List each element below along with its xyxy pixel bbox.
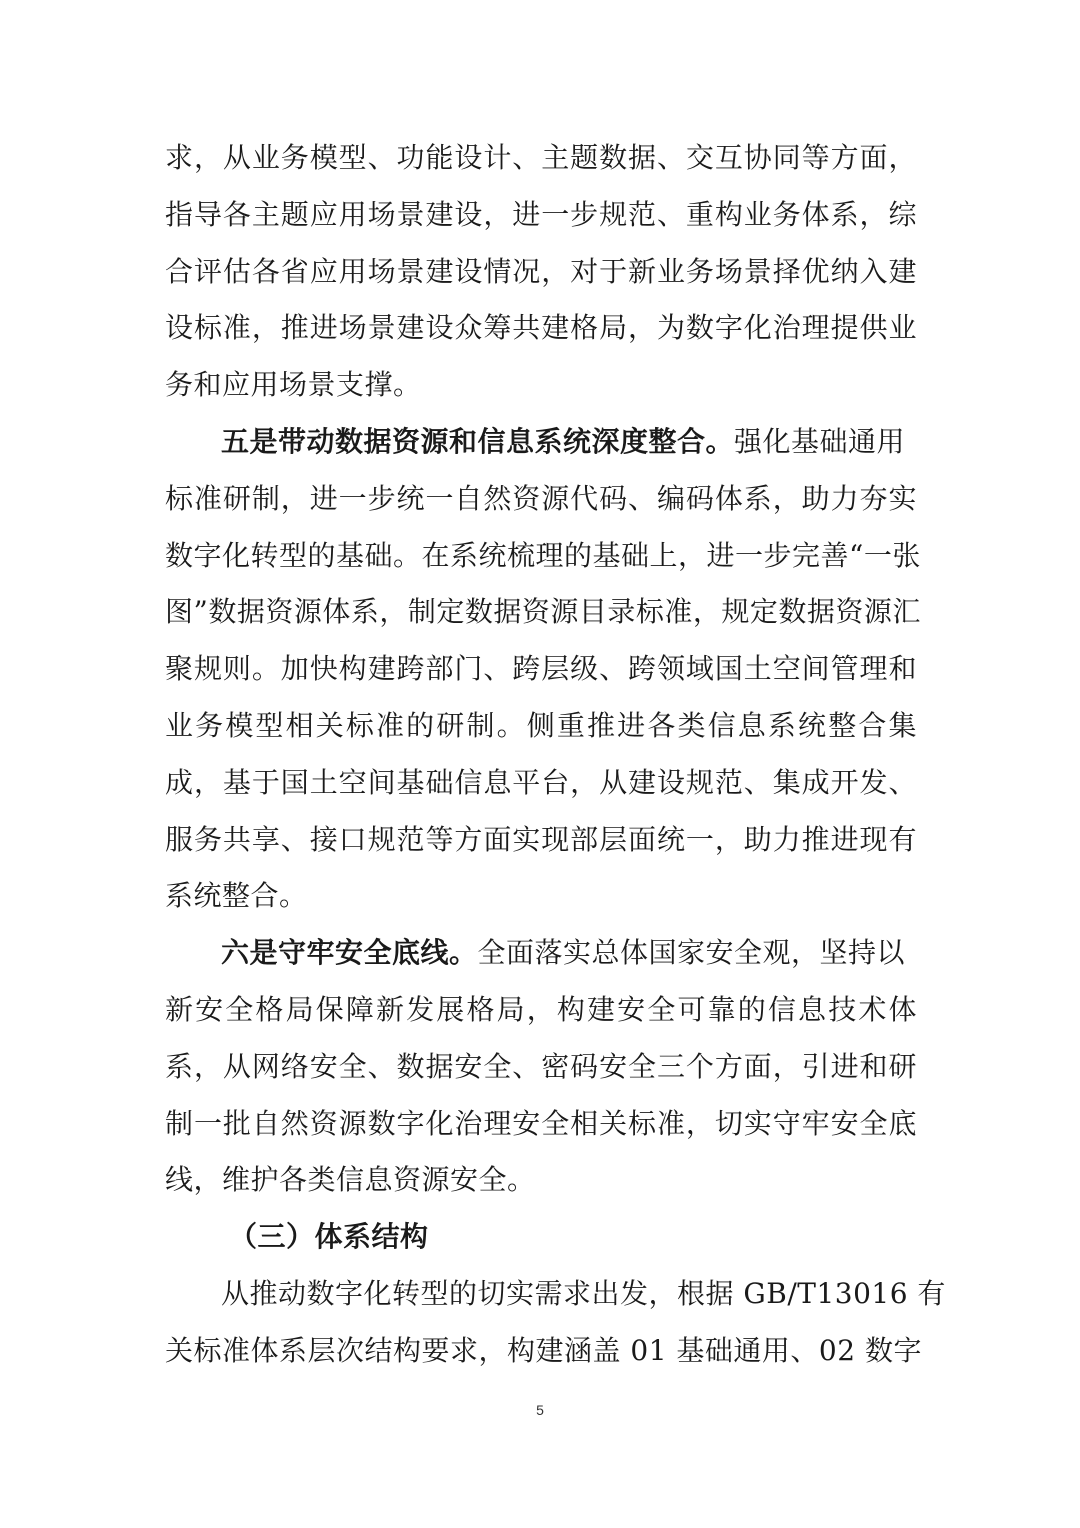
paragraph-1-line: 设标准，推进场景建设众筹共建格局，为数字化治理提供业	[165, 311, 917, 345]
paragraph-1-line: 合评估各省应用场景建设情况，对于新业务场景择优纳入建	[165, 254, 917, 288]
paragraph-1-line: 求，从业务模型、功能设计、主题数据、交互协同等方面，	[165, 141, 917, 174]
paragraph-2-line: 系统整合。	[165, 879, 308, 913]
paragraph-2-lead-bold: 五是带动数据资源和信息系统深度整合。	[221, 424, 735, 458]
paragraph-2-line: 成，基于国土空间基础信息平台，从建设规范、集成开发、	[165, 765, 917, 799]
paragraph-3-line: 系，从网络安全、数据安全、密码安全三个方面，引进和研	[165, 1049, 917, 1083]
paragraph-4-first-line: 从推动数字化转型的切实需求出发，根据 GB/T13016 有	[221, 1276, 946, 1310]
paragraph-3-line: 新安全格局保障新发展格局，构建安全可靠的信息技术体	[165, 992, 917, 1026]
paragraph-2-lead-rest: 强化基础通用	[734, 424, 906, 458]
section-heading: （三）体系结构	[229, 1220, 429, 1254]
paragraph-2-line: 标准研制，进一步统一自然资源代码、编码体系，助力夯实	[165, 481, 917, 515]
paragraph-2-line: 聚规则。加快构建跨部门、跨层级、跨领域国土空间管理和	[165, 652, 917, 686]
paragraph-2-line: 业务模型相关标准的研制。侧重推进各类信息系统整合集	[165, 708, 917, 742]
paragraph-3-lead-rest: 全面落实总体国家安全观，坚持以	[477, 936, 906, 970]
paragraph-1-line: 务和应用场景支撑。	[165, 368, 422, 402]
paragraph-3-lead-bold: 六是守牢安全底线。	[221, 936, 478, 970]
paragraph-2-line: 图”数据资源体系，制定数据资源目录标准，规定数据资源汇	[165, 595, 921, 629]
paragraph-4-line: 关标准体系层次结构要求，构建涵盖 01 基础通用、02 数字	[165, 1333, 922, 1367]
paragraph-2-first-line	[165, 414, 917, 471]
paragraph-3-first-line	[165, 925, 917, 982]
paragraph-1-line: 指导各主题应用场景建设，进一步规范、重构业务体系，综	[165, 197, 917, 231]
page-number: 5	[536, 1402, 544, 1418]
paragraph-3-line: 制一批自然资源数字化治理安全相关标准，切实守牢安全底	[165, 1106, 917, 1140]
body-text	[165, 130, 946, 1380]
paragraph-2-line: 数字化转型的基础。在系统梳理的基础上，进一步完善“一张	[165, 538, 921, 572]
paragraph-2-line: 服务共享、接口规范等方面实现部层面统一，助力推进现有	[165, 822, 917, 856]
paragraph-3-line: 线，维护各类信息资源安全。	[165, 1163, 536, 1197]
